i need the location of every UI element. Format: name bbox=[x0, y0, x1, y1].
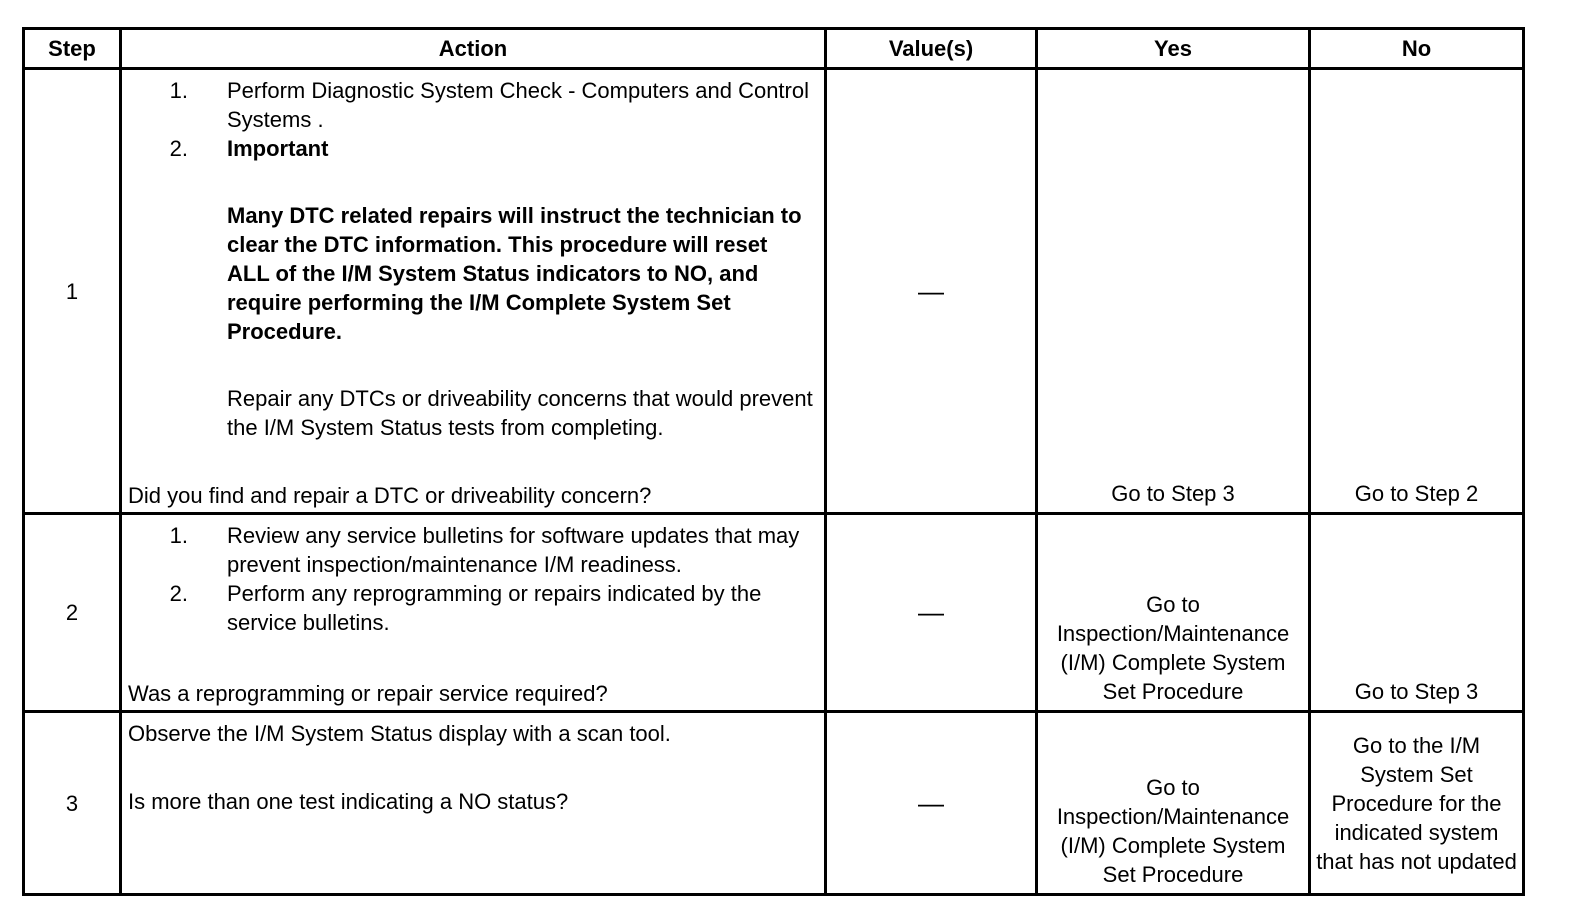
value-cell: — bbox=[826, 514, 1037, 712]
yes-cell: Go to Inspection/Maintenance (I/M) Complete System Set Procedure bbox=[1037, 514, 1310, 712]
no-cell: Go to the I/M System Set Procedure for the indicated system that has not updated bbox=[1310, 712, 1524, 895]
header-action: Action bbox=[121, 29, 826, 69]
list-item: 1. Perform Diagnostic System Check - Computers and Control Systems . bbox=[169, 78, 809, 132]
action-list bbox=[128, 521, 818, 637]
table-row bbox=[24, 712, 1524, 895]
yes-cell: Go to Inspection/Maintenance (I/M) Complete System Set Procedure bbox=[1037, 712, 1310, 895]
no-cell: Go to Step 3 bbox=[1310, 514, 1524, 712]
question-text: Did you find and repair a DTC or driveability concern? bbox=[128, 483, 652, 508]
instruction-text: Observe the I/M System Status display with a scan tool. bbox=[128, 721, 671, 746]
step-number: 2 bbox=[24, 514, 121, 712]
value-cell: — bbox=[826, 69, 1037, 514]
action-cell bbox=[121, 69, 826, 514]
diagnostic-table bbox=[22, 27, 1525, 896]
step-number: 1 bbox=[24, 69, 121, 514]
instruction-text: Repair any DTCs or driveability concerns that would prevent the I/M System Status tests from completing. bbox=[227, 386, 813, 440]
value-cell: — bbox=[826, 712, 1037, 895]
action-cell bbox=[121, 514, 826, 712]
action-cell bbox=[121, 712, 826, 895]
no-cell: Go to Step 2 bbox=[1310, 69, 1524, 514]
yes-cell: Go to Step 3 bbox=[1037, 69, 1310, 514]
question-text: Is more than one test indicating a NO status? bbox=[128, 789, 569, 814]
header-step: Step bbox=[24, 29, 121, 69]
action-list bbox=[128, 76, 818, 163]
list-item: 2. Perform any reprogramming or repairs indicated by the service bulletins. bbox=[169, 581, 762, 635]
list-item: 2. Important bbox=[128, 134, 818, 163]
header-value: Value(s) bbox=[826, 29, 1037, 69]
table-row bbox=[24, 69, 1524, 514]
important-label: Important bbox=[227, 136, 329, 161]
important-note: Many DTC related repairs will instruct the technician to clear the DTC information. This procedure will reset ALL of the I/M System Status indicators to NO, and require performing the I/M Complete System Set Procedure. bbox=[227, 203, 802, 344]
step-number: 3 bbox=[24, 712, 121, 895]
header-row bbox=[24, 29, 1524, 69]
list-item: 1. Review any service bulletins for software updates that may prevent inspection/maintenance I/M readiness. bbox=[169, 523, 800, 577]
header-no: No bbox=[1310, 29, 1524, 69]
table-row bbox=[24, 514, 1524, 712]
question-text: Was a reprogramming or repair service required? bbox=[128, 681, 608, 706]
header-yes: Yes bbox=[1037, 29, 1310, 69]
